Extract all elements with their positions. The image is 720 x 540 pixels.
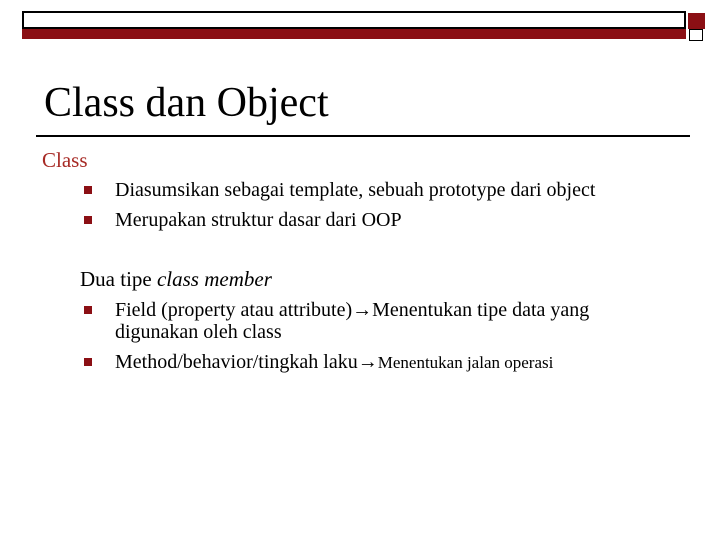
square-bullet-icon (84, 306, 92, 314)
field-description-line1: Menentukan tipe data yang (372, 299, 590, 321)
section-heading-class: Class (42, 148, 88, 172)
square-bullet-icon (84, 186, 92, 194)
corner-square-red (688, 13, 705, 29)
list-item-text (115, 352, 553, 373)
heading-italic-text: class member (156, 267, 272, 291)
method-lead-text: Method/behavior/tingkah laku (115, 351, 358, 373)
header-bar-fill (22, 29, 686, 39)
field-lead-text: Field (property atau attribute) (115, 299, 353, 321)
arrow-right-icon: → (357, 351, 378, 373)
header-bar-outline (22, 11, 686, 29)
title-divider (36, 135, 690, 137)
field-description-line2: digunakan oleh class (115, 321, 282, 343)
slide-title: Class dan Object (44, 80, 329, 126)
heading-plain-text: Dua tipe (80, 267, 157, 291)
square-bullet-icon (84, 358, 92, 366)
list-item-text: Merupakan struktur dasar dari OOP (115, 209, 402, 231)
list-item-text (115, 300, 589, 321)
method-description: Menentukan jalan operasi (377, 353, 554, 372)
list-item-text: Diasumsikan sebagai template, sebuah prototype dari object (115, 179, 596, 201)
arrow-right-icon: → (352, 299, 373, 321)
corner-square-white (689, 29, 703, 41)
square-bullet-icon (84, 216, 92, 224)
section-heading-class-member (80, 267, 272, 291)
